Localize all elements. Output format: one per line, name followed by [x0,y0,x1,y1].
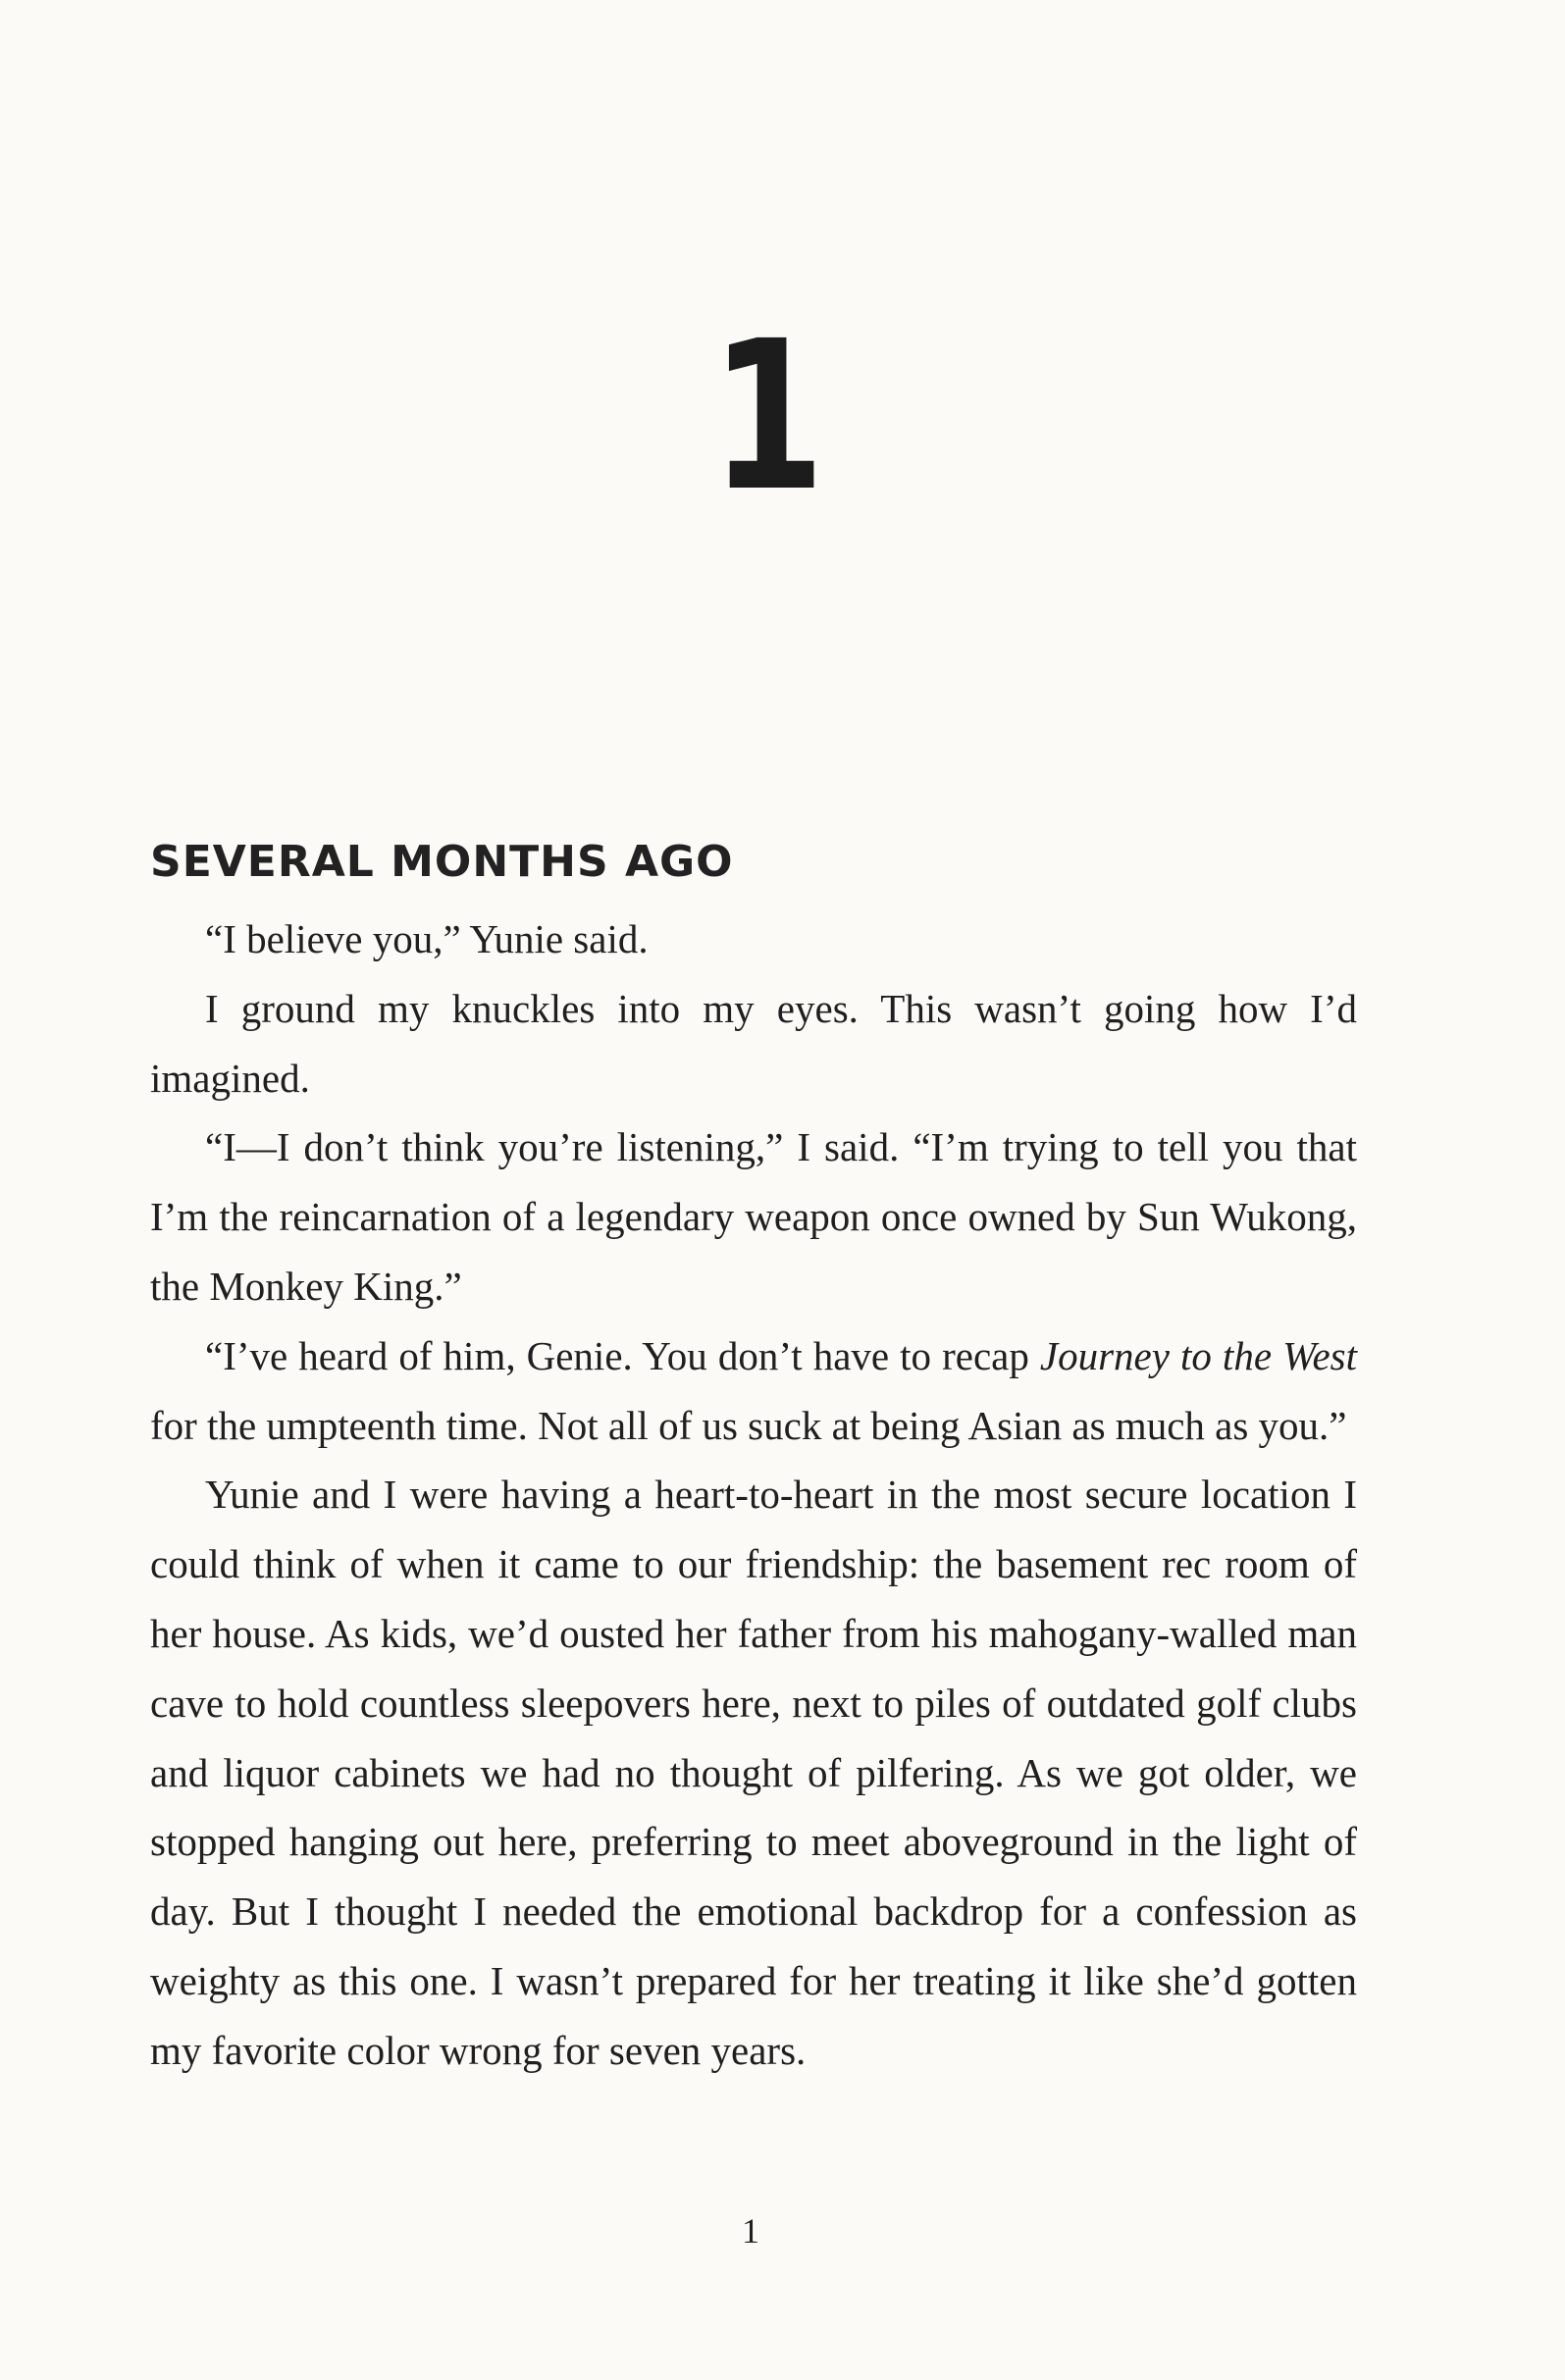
chapter-number: 1 [710,296,825,537]
page-number: 1 [742,2211,759,2251]
paragraph: Yunie and I were having a heart-to-heart in the most secure location I could think of when it came to our friendship: the basement rec room of her house. As kids, we’d ousted her father from his mahogany-walled man cave to hold countless sleepovers here, next to piles of outdated golf clubs and liquor cabinets we had no thought of pilfering. As we got older, we stopped hanging out here, preferring to meet aboveground in the light of day. But I thought I needed the emotional backdrop for a confession as weighty as this one. I wasn’t prepared for her treating it like she’d gotten my favorite color wrong for seven years. [150,1472,1357,2073]
paragraph: I ground my knuckles into my eyes. This wasn’t going how I’d imagined. [150,985,1357,1101]
section-heading: SEVERAL MONTHS AGO [150,837,734,887]
body-text [150,905,1357,2086]
paragraph: “I believe you,” Yunie said. [205,916,649,961]
paragraph: “I—I don’t think you’re listening,” I said. “I’m trying to tell you that I’m the reincarnation of a legendary weapon once owned by Sun Wukong, the Monkey King.” [150,1124,1357,1309]
paragraph-text: for the umpteenth time. Not all of us suck at being Asian as much as you.” [150,1402,1347,1448]
book-title-italic: Journey to the West [1039,1332,1357,1378]
paragraph-text: “I’ve heard of him, Genie. You don’t have to recap [205,1332,1040,1378]
paragraph [150,1321,1357,1461]
